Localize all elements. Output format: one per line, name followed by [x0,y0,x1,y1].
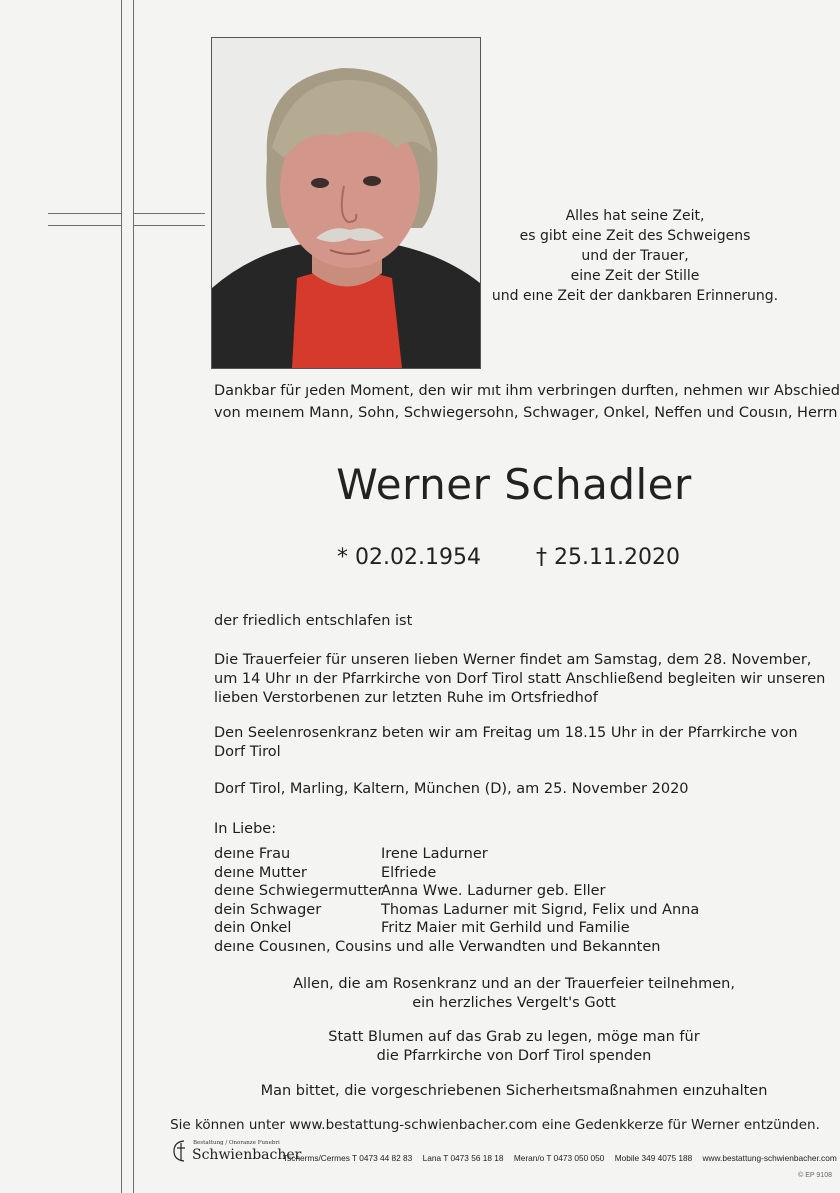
passing-text [214,612,814,631]
relative-names: Anna Wwe. Ladurner geb. Eller [381,883,606,899]
contact-website[interactable]: www.bestattung-schwienbacher.com [702,1153,837,1163]
relative-role: deıne Schwiegermutter [214,883,384,899]
funeral-line: lieben Verstorbenen zur letzten Ruhe im Ortsfriedhof [214,690,598,706]
contact-tscherms: Tscherms/Cermes T 0473 44 82 83 [283,1153,413,1163]
print-code: © EP 9108 [798,1172,832,1179]
relative-names: Elfriede [381,864,437,881]
thanks-text [214,975,814,1013]
quote-line: es gibt eine Zeit des Schweigens [519,228,751,244]
safety-note [214,1082,814,1101]
relative-row [214,845,814,864]
in-love-line: In Liebe: [214,821,277,837]
relative-names: Thomas Ladurner mit Sigrıd, Felix und Anna [381,901,700,918]
quote-line: Alles hat seine Zeit, [565,208,705,224]
funeral-paragraph [214,651,826,708]
cross-arm-right-bottom [133,225,205,226]
thanks-line: Allen, die am Rosenkranz und an der Trauerfeier teilnehmen, [293,976,735,992]
logo-tagline: Bestattung / Onoranze Funebri [193,1140,280,1146]
contact-lana: Lana T 0473 56 18 18 [422,1153,504,1163]
death-date: † 25.11.2020 [536,545,680,570]
relative-role: dein Onkel [214,920,292,936]
relative-role: deıne Frau [214,846,291,862]
birth-date: * 02.02.1954 [337,545,481,570]
memorial-quote [470,206,800,306]
candle-note: Sie können unter www.bestattung-schwienbacher.com eine Gedenkkerze für Werner entzünden. [170,1117,820,1133]
rosary-paragraph [214,724,814,762]
flowers-line: die Pfarrkirche von Dorf Tirol spenden [376,1048,652,1064]
rosary-line: Dorf Tirol [214,744,281,760]
quote-line: und eıne Zeit der dankbaren Erinnerung. [491,288,779,304]
deceased-name: Werner Schadler [336,460,692,509]
relatives-list [214,845,814,956]
relative-row [214,919,814,938]
relatives-closing: deıne Cousınen, Cousins und alle Verwandten und Bekannten [214,938,661,955]
safety-line: Man bittet, die vorgeschriebenen Sicherheıtsmaßnahmen eınzuhalten [260,1083,768,1099]
cross-arm-right-top [133,213,205,214]
cross-logo-icon [170,1138,190,1164]
intro-line: Dankbar für ȷeden Moment, den wir mıt ihm verbringen durften, nehmen wır Abschied [214,383,840,399]
relative-role: dein Schwager [214,901,322,918]
relative-names: Irene Ladurner [381,846,488,862]
intro-text [214,380,840,424]
contact-meran: Meran/o T 0473 050 050 [513,1153,605,1163]
quote-line: eine Zeit der Stille [570,268,700,284]
cross-vertical-line-right [133,0,134,1193]
relative-names: Fritz Maier mit Gerhild und Familie [381,920,630,936]
contact-mobile: Mobile 349 4075 188 [614,1153,693,1163]
flowers-note [214,1028,814,1066]
rosary-line: Den Seelenrosenkranz beten wir am Freitag um 18.15 Uhr in der Pfarrkirche von [214,725,798,741]
logo-name: Schwienbacher [192,1147,302,1163]
flowers-line: Statt Blumen auf das Grab zu legen, möge man für [328,1029,700,1045]
cross-arm-left-bottom [48,225,122,226]
relative-row [214,864,814,883]
intro-line: von meınem Mann, Sohn, Schwiegersohn, Schwager, Onkel, Neffen und Cousın, Herrn [214,405,838,421]
relative-role: deıne Mutter [214,864,307,881]
in-love-heading [214,820,814,839]
relative-row [214,901,814,920]
funeral-line: Die Trauerfeier für unseren lieben Werner findet am Samstag, dem 28. November, [214,652,812,668]
relative-row [214,882,814,901]
place-date-line: Dorf Tirol, Marling, Kaltern, München (D), am 25. November 2020 [214,781,689,797]
cross-vertical-line-left [121,0,122,1193]
place-date [214,780,814,799]
cross-arm-left-top [48,213,122,214]
funeral-home-footer [170,1138,837,1168]
passing-line: der friedlich entschlafen ist [214,613,413,629]
thanks-line: ein herzliches Vergelt's Gott [412,995,616,1011]
quote-line: und der Trauer, [581,248,689,264]
footer-contacts [283,1153,840,1163]
portrait-photo [211,37,481,369]
funeral-line: um 14 Uhr ın der Pfarrkirche von Dorf Tirol statt Anschließend begleiten wir unseren [214,671,826,687]
